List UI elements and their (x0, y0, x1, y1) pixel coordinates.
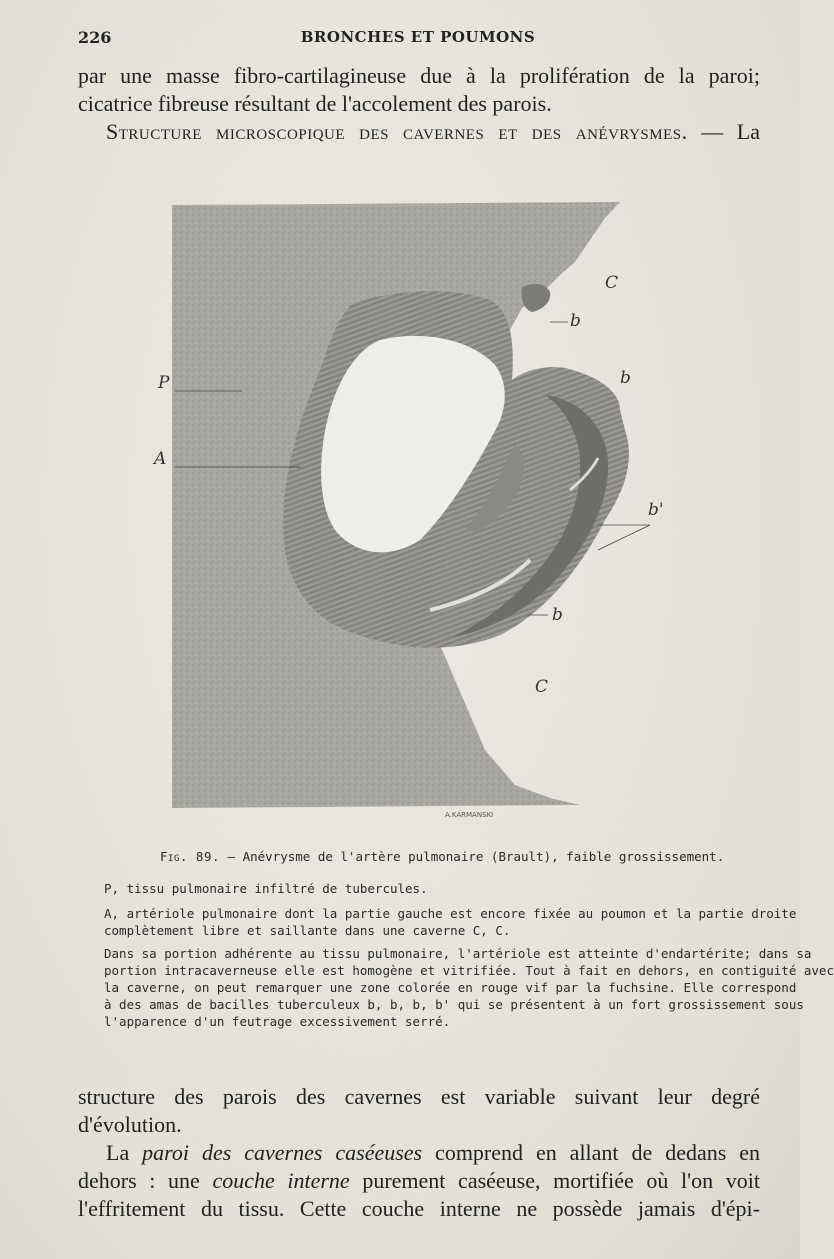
caption-line: P, tissu pulmonaire infiltré de tubercules. (104, 881, 428, 896)
caption-description (104, 945, 834, 1030)
caption-line (160, 848, 760, 865)
bacilli-cluster (522, 284, 551, 312)
emphasis: couche interne (212, 1168, 350, 1193)
caption-a (104, 905, 797, 939)
caption-line: Dans sa portion adhérente au tissu pulmonaire, l'artériole est atteinte d'endartérite; dans sa (104, 946, 812, 961)
text-run: comprend en allant de dedans en (422, 1140, 761, 1165)
text-line (78, 1139, 760, 1167)
text-line: l'effritement du tissu. Cette couche interne ne possède jamais d'épi- (78, 1196, 760, 1221)
bottom-paragraph (78, 1083, 760, 1223)
text-run: dehors : une (78, 1168, 213, 1193)
artist-signature: A.KARMANSKI (445, 811, 494, 819)
label-A: A (154, 449, 167, 469)
running-head: BRONCHES ET POUMONS (300, 28, 536, 46)
histology-illustration (150, 190, 664, 830)
heading-tail: — La (687, 119, 760, 144)
label-C-top: C (605, 273, 619, 293)
label-b: b (620, 368, 631, 388)
section-heading-line (78, 118, 760, 146)
caption-line: à des amas de bacilles tuberculeux b, b, b, b' qui se présentent à un fort grossissement sous (104, 997, 804, 1012)
caption-line: A, artériole pulmonaire dont la partie gauche est encore fixée au poumon et la partie droite (104, 906, 797, 921)
text-line: par une masse fibro-cartilagineuse due à la prolifération de la paroi; (78, 63, 760, 88)
section-heading: Structure microscopique des cavernes et des anévrysmes. (106, 119, 688, 144)
label-b-prime: b' (648, 500, 664, 520)
text-line: cicatrice fibreuse résultant de l'accolement des parois. (78, 91, 552, 116)
caption-p (104, 880, 756, 897)
caption-line: complètement libre et saillante dans une caverne C, C. (104, 923, 511, 938)
figure-number: Fig. 89. (160, 849, 220, 864)
label-P: P (158, 373, 170, 393)
figure-caption-title (160, 848, 760, 865)
caption-line: portion intracaverneuse elle est homogène et vitrifiée. Tout à fait en dehors, en contiguité avec (104, 963, 834, 978)
label-C-bottom: C (535, 677, 549, 697)
emphasis: paroi des cavernes caséeuses (142, 1140, 423, 1165)
caption-line: l'apparence d'un feutrage excessivement serré. (104, 1014, 451, 1029)
text-run: La (106, 1140, 143, 1165)
top-paragraph (78, 62, 760, 146)
text-line: structure des parois des cavernes est variable suivant leur degré (78, 1084, 760, 1109)
text-run: purement caséeuse, mortifiée où l'on voit (349, 1168, 760, 1193)
leader-b-prime (598, 525, 650, 550)
caption-title-text: — Anévrysme de l'artère pulmonaire (Brault), faible grossissement. (220, 849, 725, 864)
figure-89 (150, 190, 664, 830)
caption-line: la caverne, on peut remarquer une zone colorée en rouge vif par la fuchsine. Elle correspond (104, 980, 797, 995)
label-b: b (570, 311, 581, 331)
text-line (78, 1167, 760, 1195)
label-b: b (552, 605, 563, 625)
page-number: 226 (78, 28, 112, 47)
page-header (78, 28, 758, 50)
text-line: d'évolution. (78, 1112, 182, 1137)
